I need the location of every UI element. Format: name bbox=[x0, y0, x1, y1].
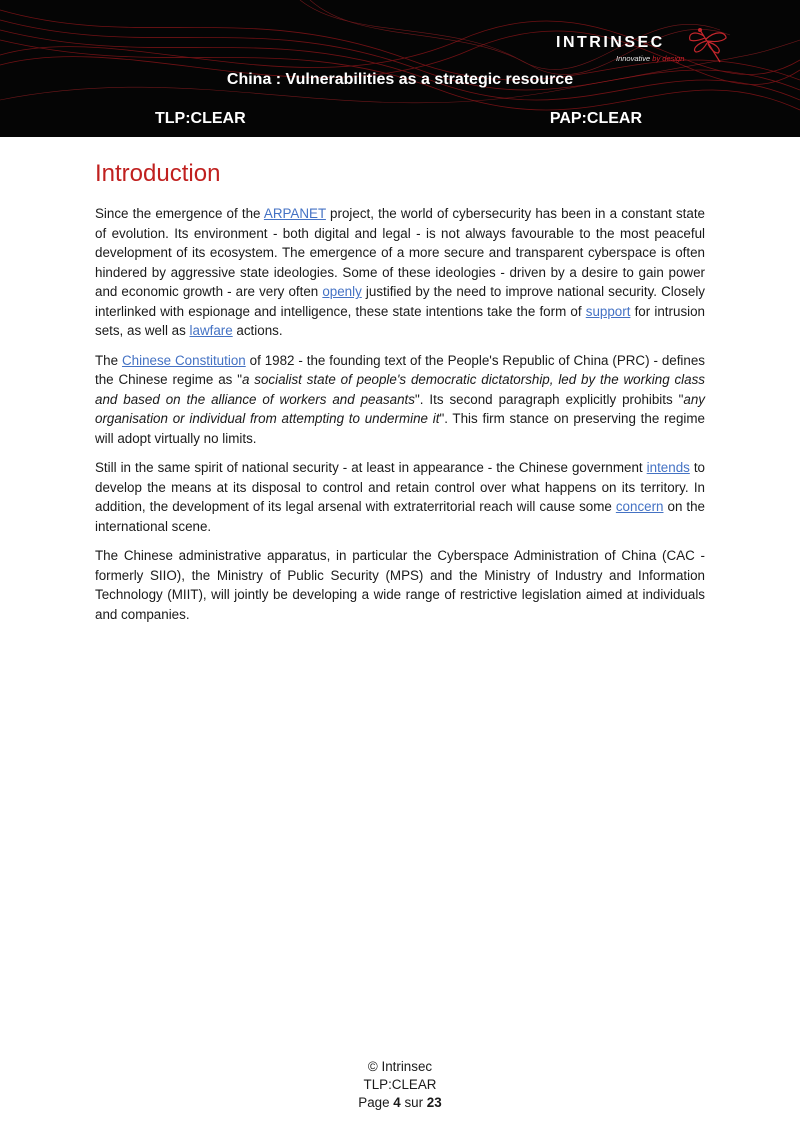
footer-tlp: TLP:CLEAR bbox=[363, 1077, 437, 1092]
page-total: 23 bbox=[426, 1095, 442, 1110]
link-concern[interactable]: concern bbox=[615, 499, 664, 514]
document-title: China : Vulnerabilities as a strategic resource bbox=[226, 71, 574, 88]
link-support[interactable]: support bbox=[585, 303, 631, 319]
logo-tagline: Innovative by design bbox=[616, 54, 685, 63]
page-footer bbox=[0, 1058, 800, 1112]
quote-second-paragraph: any organisation or individual from attempting to undermine it bbox=[95, 391, 705, 426]
link-arpanet[interactable]: ARPANET bbox=[263, 206, 326, 221]
logo-wordmark: INTRINSEC bbox=[556, 34, 665, 51]
link-chinese-constitution[interactable]: Chinese Constitution bbox=[121, 352, 246, 368]
page-header bbox=[0, 0, 800, 137]
pap-label: PAP:CLEAR bbox=[549, 110, 642, 127]
page-body bbox=[95, 160, 705, 634]
section-heading: Introduction bbox=[95, 160, 221, 187]
paragraph-2: The Chinese Constitution of 1982 - the founding text of the People's Republic of China (PRC) - defines the Chinese regime as "a socialist state of people's democratic dictatorship, led by the working class and based on the alliance of workers and peasants". Its second paragraph explicitly prohibits "any organisation or individual from attempting to undermine it". This firm stance on preserving the regime will adopt virtually no limits. bbox=[95, 352, 705, 446]
page-number: Page 4 sur 23 bbox=[358, 1095, 442, 1110]
paragraph-1: Since the emergence of the ARPANET project, the world of cybersecurity has been in a constant state of evolution. Its environment - both digital and legal - is not always favourable to the most peaceful development of its ecosystem. The emergence of a more secure and transparent cyberspace is often hindered by aggressive state ideologies. Some of these ideologies - driven by a desire to gain power and economic growth - are very often openly justified by the need to improve national security. Closely interlinked with espionage and intelligence, these state intentions take the form of support for intrusion sets, as well as lawfare actions. bbox=[95, 206, 706, 338]
link-intends[interactable]: intends bbox=[646, 460, 690, 475]
footer-copyright: © Intrinsec bbox=[367, 1059, 433, 1074]
paragraph-3: Still in the same spirit of national security - at least in appearance - the Chinese government intends to develop the means at its disposal to control and retain control over what happens on its territory. In addition, the development of its legal arsenal with extraterritorial reach will cause some concern on the international scene. bbox=[95, 460, 706, 534]
quote-regime-definition: a socialist state of people's democratic dictatorship, led by the working class and based on the alliance of workers and peasants bbox=[95, 372, 705, 407]
tlp-label: TLP:CLEAR bbox=[155, 110, 246, 127]
link-openly[interactable]: openly bbox=[322, 284, 362, 299]
dragonfly-icon bbox=[686, 26, 730, 66]
header-wave-decoration bbox=[0, 0, 800, 137]
link-lawfare[interactable]: lawfare bbox=[189, 323, 233, 338]
paragraph-4: The Chinese administrative apparatus, in particular the Cyberspace Administration of China (CAC - formerly SIIO), the Ministry of Public Security (MPS) and the Ministry of Industry and Information Technology (MIIT), will jointly be developing a wide range of restrictive legislation aimed at individuals and companies. bbox=[95, 548, 705, 622]
intrinsec-logo bbox=[556, 28, 736, 68]
page-current: 4 bbox=[393, 1095, 401, 1110]
